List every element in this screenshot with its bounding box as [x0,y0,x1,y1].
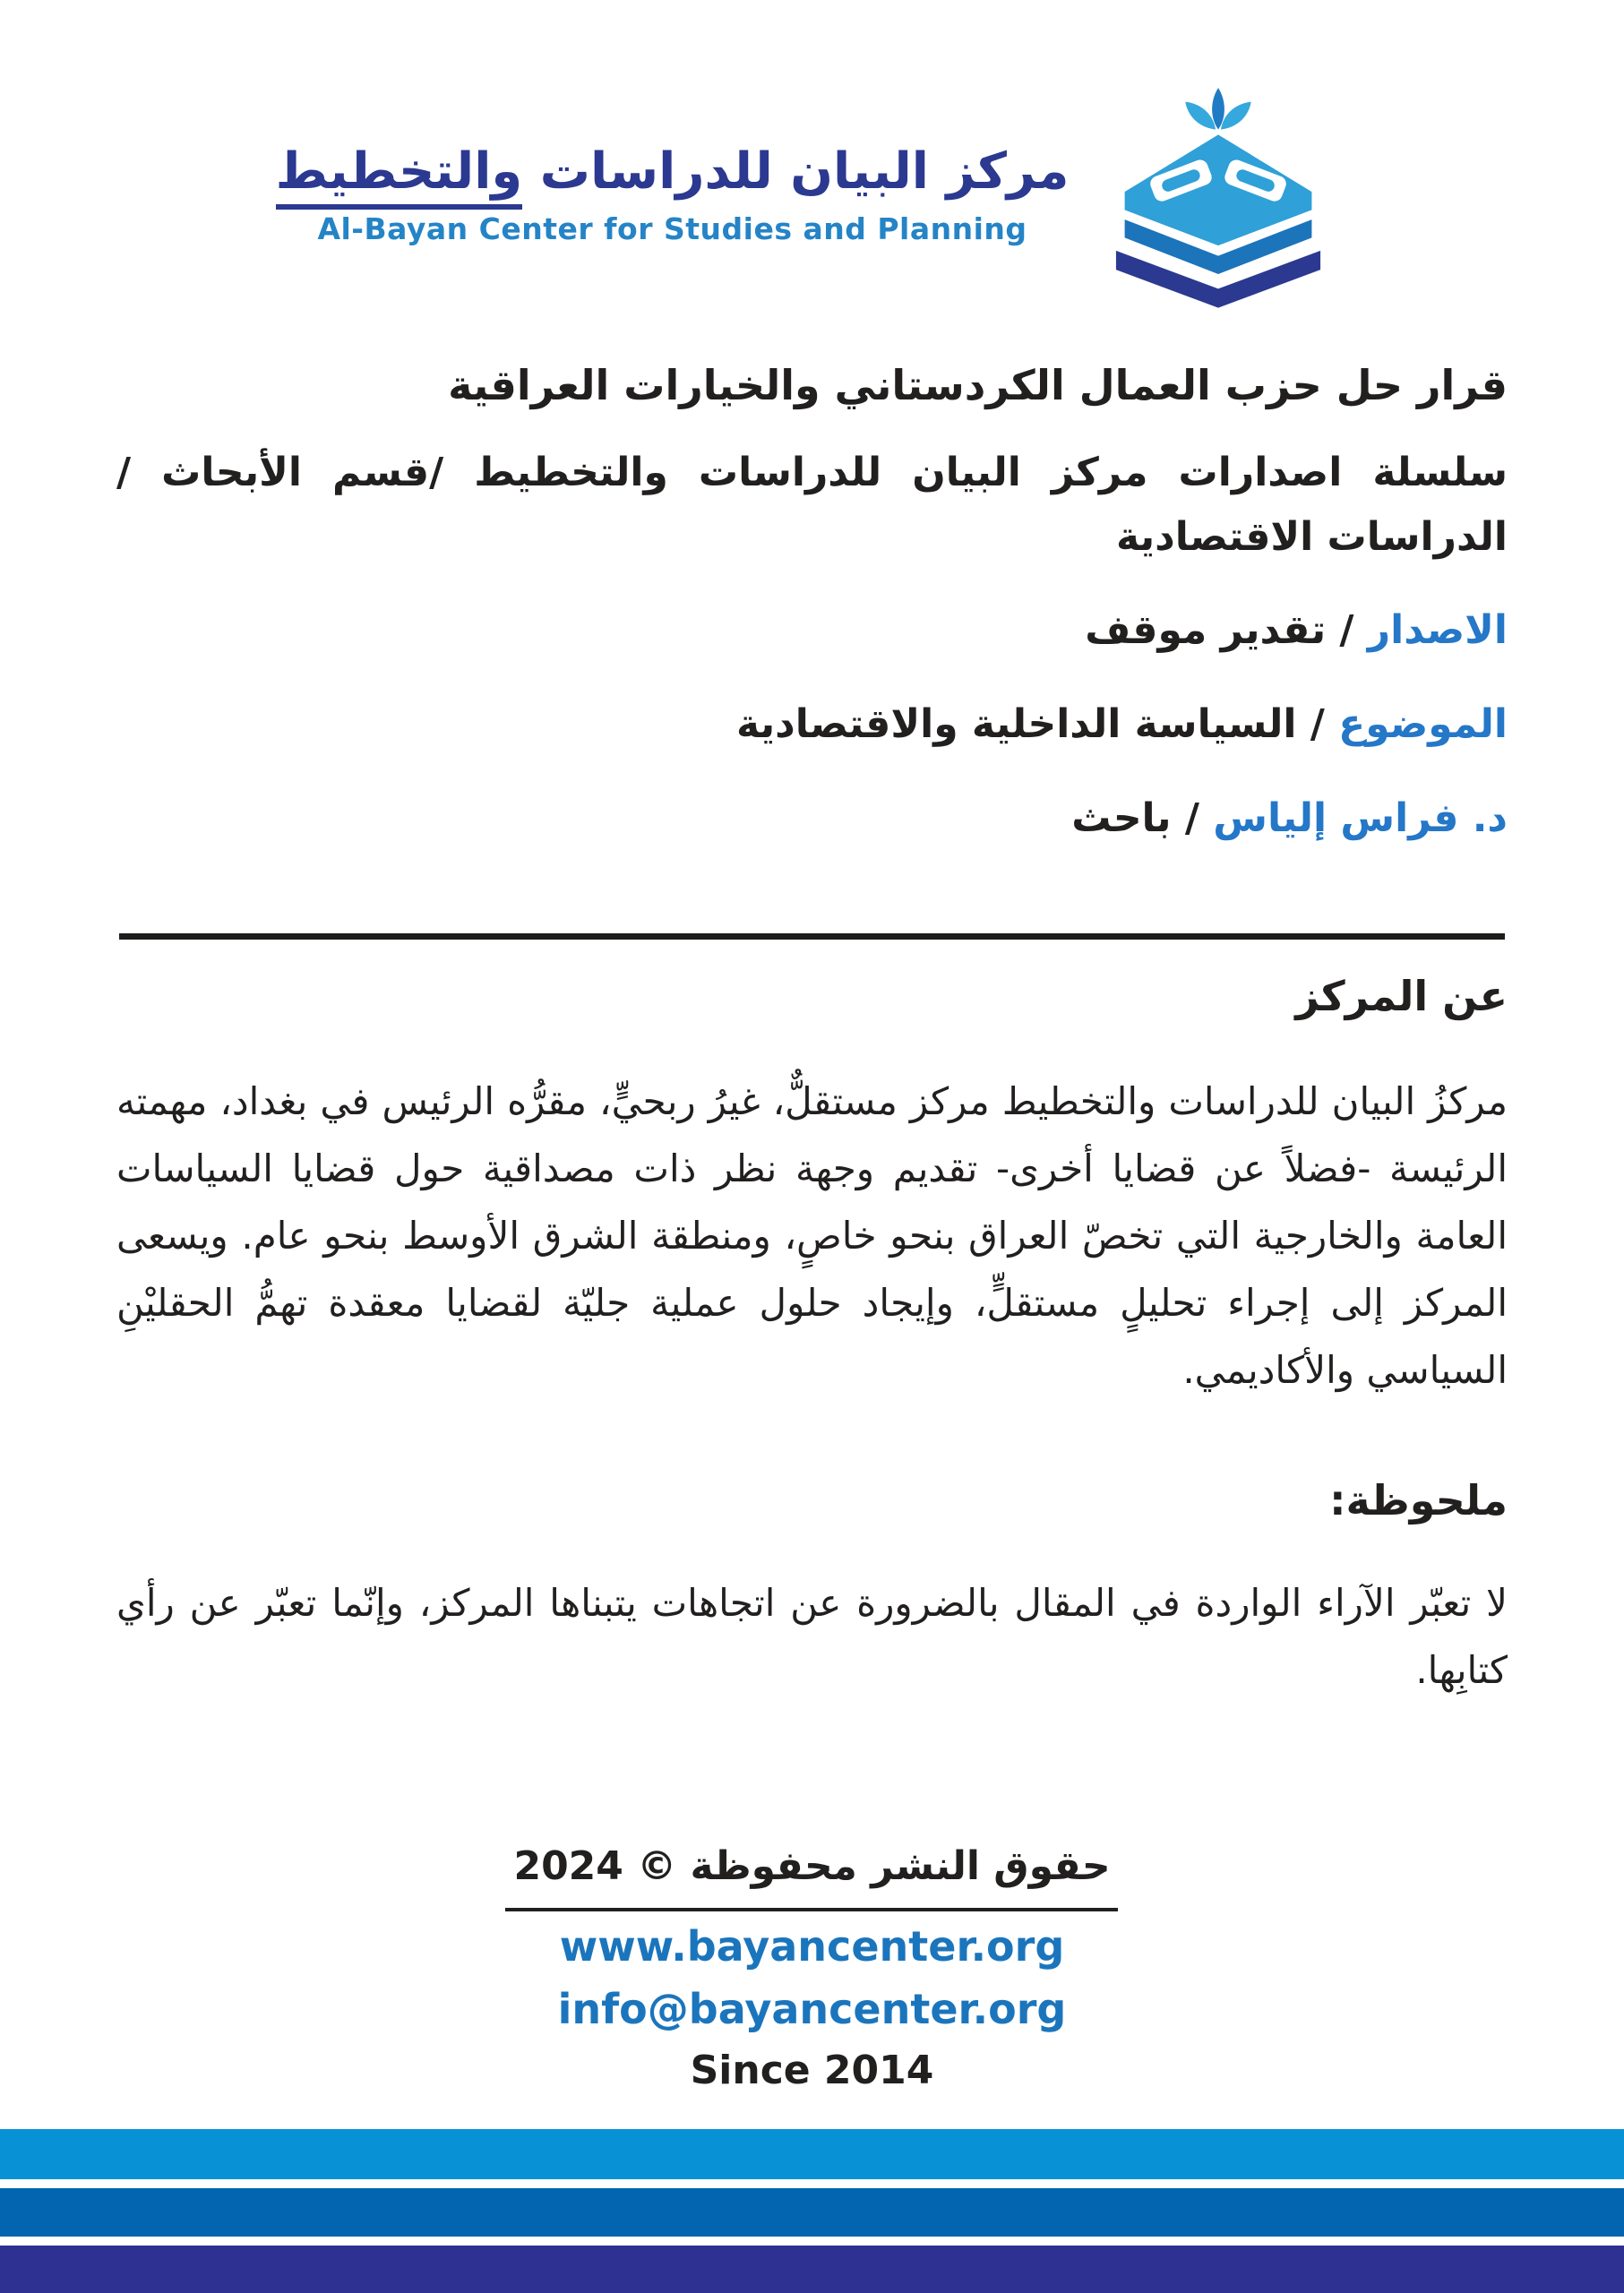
logo-english-name: Al-Bayan Center for Studies and Planning [317,211,1027,247]
footer-stripe-blue [0,2188,1624,2237]
subject-line [116,701,1508,747]
footer-stripe-gap [0,2179,1624,2188]
website-link[interactable]: www.bayancenter.org [559,1922,1065,1971]
release-line [116,607,1508,653]
document-title: قرار حل حزب العمال الكردستاني والخيارات العراقية [448,361,1508,409]
footer-stripe-light-blue [0,2129,1624,2179]
release-label: الاصدار [1367,607,1508,653]
author-name: د. فراس إلياس [1213,795,1508,841]
email-link[interactable]: info@bayancenter.org [557,1985,1067,2033]
center-logo [0,82,1624,308]
footer-stripe-gap [0,2237,1624,2246]
footer-stripe-navy [0,2246,1624,2293]
series-line: سلسلة اصدارات مركز البيان للدراسات والتخطيط /قسم الأبحاث / الدراسات الاقتصادية [116,450,1508,560]
subject-value: / السياسة الداخلية والاقتصادية [735,701,1339,747]
footer-divider [505,1908,1118,1911]
logo-text-block [276,144,1070,247]
about-body: مركزُ البيان للدراسات والتخطيط مركز مستقلٌّ، غيرُ ربحيٍّ، مقرُّه الرئيس في بغداد، مهمته الرئيسة -فضلاً عن قضايا أخرى- تقديم وجهة نظر ذات مصداقية حول قضايا السياسات العامة والخارجية التي تخصّ العراق بنحو خاصٍ، ومنطقة الشرق الأوسط بنحو عام. ويسعى المركز إلى إجراء تحليلٍ مستقلٍّ، وإيجاد حلول عملية جليّة لقضايا معقدة تهمُّ الحقليْنِ السياسي والأكاديمي. [116,1079,1508,1392]
open-book-leaves-icon [1088,82,1348,308]
section-divider [119,933,1505,940]
logo-arabic-name-underlined: والتخطيط [276,142,523,210]
since-label: Since 2014 [690,2048,934,2093]
subject-label: الموضوع [1338,701,1508,747]
footer-stripes [0,2129,1624,2293]
author-role: / باحث [1071,795,1214,841]
author-line [116,795,1508,841]
release-value: / تقدير موقف [1085,607,1368,653]
note-body: لا تعبّر الآراء الواردة في المقال بالضرورة عن اتجاهات يتبناها المركز، وإنّما تعبّر عن رأي كتابِها. [116,1581,1508,1692]
logo-arabic-name-prefix: مركز البيان للدراسات [522,142,1070,201]
copyright-line: حقوق النشر محفوظة © 2024 [513,1843,1111,1889]
about-heading: عن المركز [1295,972,1508,1020]
logo-arabic-name [276,144,1070,200]
note-heading: ملحوظة: [1329,1476,1508,1524]
